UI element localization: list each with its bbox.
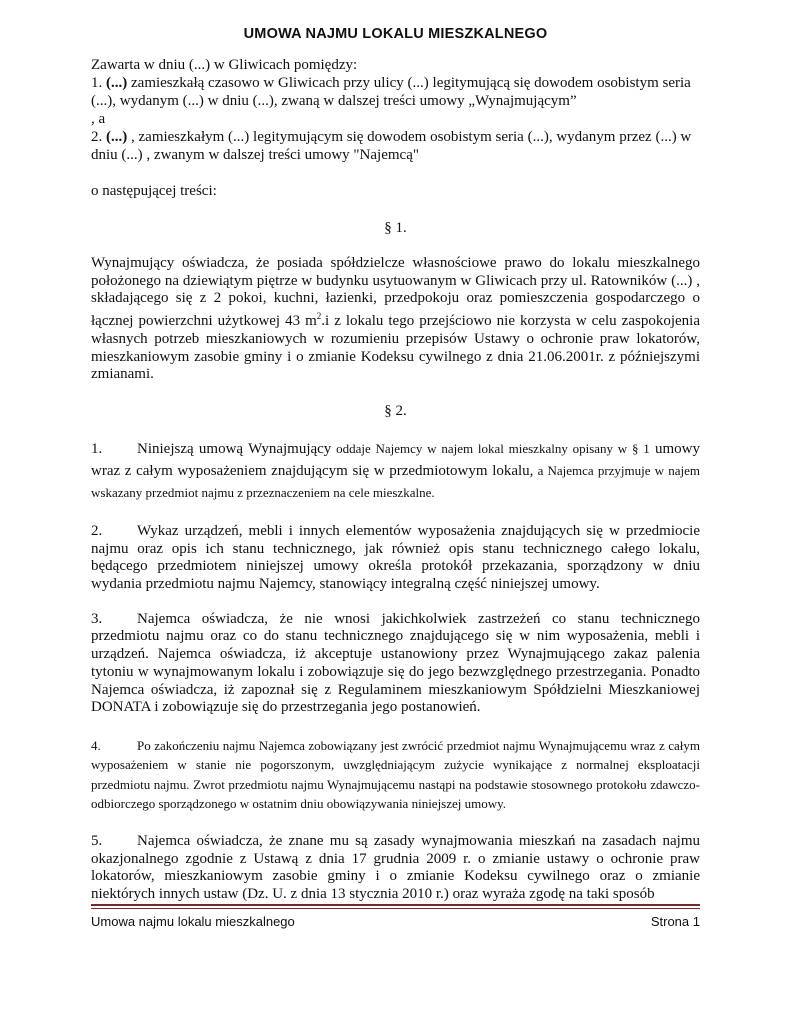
paragraph-1-number: 1. [91,440,103,457]
party-1-number: 1. [91,75,103,91]
area-superscript: 2 [316,311,322,322]
section-2-paragraph-2 [91,523,700,594]
party-1-text: zamieszkałą czasowo w Gliwicach przy ulicy (...) legitymującą się dowodem osobistym seria (...), wydanym (...) w dniu (...), zwaną w dalszej treści umowy „Wynajmującym” [91,75,691,109]
paragraph-2-text: Wykaz urządzeń, mebli i innych elementów wyposażenia znajdujących się w przedmiocie najmu oraz opis ich stanu technicznego, jak również opis stanu technicznego całego lokalu, będącego przedmiotem niniejszej umowy określa protokół przekazania, sporządzony w dniu wydania przedmiotu najmu Najemcy, stanowiący integralną część niniejszej umowy. [91,522,700,593]
section-2-paragraph-3 [91,611,700,717]
intro-text: o następującej treści: [91,183,217,199]
party-1-name: (...) [106,75,128,91]
paragraph-5-text: Najemca oświadcza, że znane mu są zasady wynajmowania mieszkań na zasadach najmu okazjonalnego zgodnie z Ustawą z dnia 17 grudnia 2009 r. o zmianie ustawy o ochronie praw lokatorów, mieszkaniowym zasobie gminy i o zmianie Kodeksu cywilnego oraz o zmianie niektórych innych ustaw (Dz. U. z dnia 13 stycznia 2010 r.) oraz wyraża zgodę na taki sposób [91,832,700,903]
section-1-heading: § 1. [384,220,407,236]
paragraph-1-text-d: a Najemca przyjmuje w najem wskazany przedmiot najmu z przeznaczeniem na cele mieszkalne. [91,462,700,500]
document-title: UMOWA NAJMU LOKALU MIESZKALNEGO [243,26,548,42]
section-2-heading: § 2. [384,402,407,419]
document-content [91,26,700,903]
section-1-text-part1: Wynajmujący oświadcza, że posiada spółdzielcze własnościowe prawo do lokalu mieszkalnego położonego na dziewiątym piętrze w budynku usytuowanym w Gliwicach przy ul. Ratowników (...) , składającego się z 2 pokoi, kuchni, łazienki, przedpokoju oraz pomieszczenia gospodarczego o łącznej powierzchni użytkowej 43 m [91,255,700,330]
paragraph-2-number: 2. [91,522,103,539]
footer-rule-thick [91,904,700,906]
page-footer [91,914,700,929]
section-2-paragraph-5 [91,833,700,903]
paragraph-1-text-a: Niniejszą umową Wynajmujący [137,440,332,457]
party-1 [91,74,700,110]
footer-page-number: Strona 1 [650,914,700,929]
footer-document-title: Umowa najmu lokalu mieszkalnego [91,914,295,929]
party-2 [91,128,700,164]
parties-block [91,56,700,164]
party-2-number: 2. [91,129,103,145]
section-1-text [91,255,700,384]
footer-rule-thin [91,908,700,909]
paragraph-5-number: 5. [91,832,103,849]
paragraph-4-number: 4. [91,737,101,753]
party-2-name: (...) [106,129,128,145]
parties-intro: Zawarta w dniu (...) w Gliwicach pomiędzy: [91,57,358,73]
section-2-paragraph-1 [91,438,700,504]
section-1-text-part2: .i z lokalu tego przejściowo nie korzysta w celu zaspokojenia własnych potrzeb mieszkaniowych w rozumieniu przepisów Ustawy o ochronie praw lokatorów, mieszkaniowym zasobie gminy i o zmianie Kodeksu cywilnego z dnia 21.06.2001r. z późniejszymi zmianami. [91,313,700,383]
paragraph-1-text-c: umowy wraz z całym wyposażeniem znajdującym się w przedmiotowym lokalu, [91,440,701,479]
party-2-text: , zamieszkałym (...) legitymującym się dowodem osobistym seria (...), wydanym przez (...) w dniu (...) , zwanym w dalszej treści umowy "Najemcą" [91,129,692,163]
section-2-paragraph-4 [91,736,700,814]
paragraph-4-text: Po zakończeniu najmu Najemca zobowiązany jest zwrócić przedmiot najmu Wynajmującemu wraz z całym wyposażeniem w stanie nie pogorszonym, uwzględniającym zużycie wynikające z normalnej eksploatacji przedmiotu najmu. Zwrot przedmiotu najmu Wynajmującemu nastąpi na podstawie stosownego protokołu zdawczo-odbiorczego sporządzonego w ostatnim dniu obowiązywania niniejszej umowy. [91,737,700,812]
paragraph-1-text-b: oddaje Najemcy w najem lokal mieszkalny opisany w § 1 [331,440,650,456]
paragraph-3-text: Najemca oświadcza, że nie wnosi jakichkolwiek zastrzeżeń co stanu technicznego przedmiotu najmu oraz co do stanu technicznego znajdującego się w nim wyposażenia, mebli i urządzeń. Najemca oświadcza, iż akceptuje ustanowiony przez Wynajmującego zakaz palenia tytoniu w wynajmowanym lokalu i zobowiązuje się do jego bezwzględnego przestrzegania. Ponadto Najemca oświadcza, iż zapoznał się z Regulaminem mieszkaniowym Spółdzielni Mieszkaniowej DONATA i zobowiązuje się do przestrzegania jego postanowień. [91,610,700,716]
party-separator: , a [91,111,106,127]
paragraph-3-number: 3. [91,610,103,627]
